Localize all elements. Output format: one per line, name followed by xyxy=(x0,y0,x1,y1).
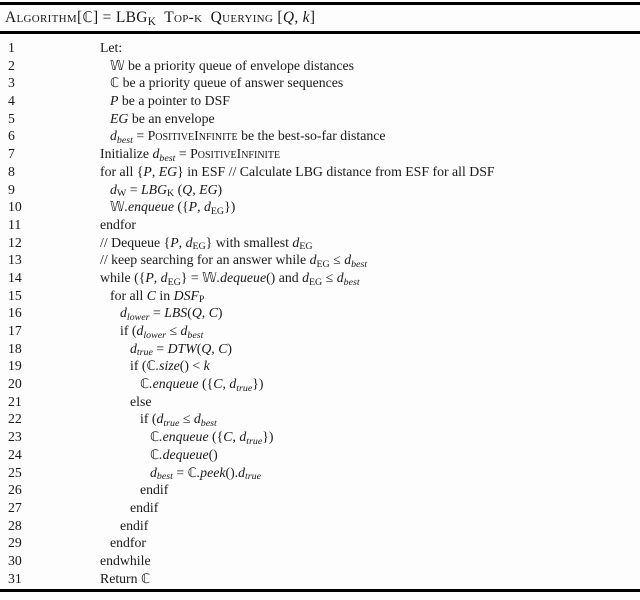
code-line xyxy=(0,110,640,128)
text-run: }) xyxy=(262,429,274,445)
text-run: be an envelope xyxy=(128,110,215,126)
code-text xyxy=(100,322,640,340)
text-run: ℂ xyxy=(150,430,160,446)
code-line xyxy=(0,127,640,145)
text-run: Algorithm xyxy=(5,9,77,26)
text-run: [ xyxy=(76,9,83,26)
text-run: = xyxy=(175,146,191,162)
code-text xyxy=(100,74,640,92)
line-number: 24 xyxy=(8,446,22,462)
line-number: 12 xyxy=(8,234,22,250)
code-line xyxy=(0,216,640,234)
text-run: endfor xyxy=(110,535,147,551)
text-run: ({ xyxy=(173,199,189,215)
code-text xyxy=(100,517,640,535)
text-run: ≤ xyxy=(166,323,181,338)
text-run: P xyxy=(198,294,205,306)
text-run: Let: xyxy=(100,40,123,55)
line-number: 17 xyxy=(8,323,22,338)
text-run: ({ xyxy=(208,429,224,445)
text-run: , xyxy=(153,269,161,285)
text-run: ≤ xyxy=(329,252,345,268)
text-run: Q xyxy=(201,340,212,356)
line-number: 25 xyxy=(8,464,22,480)
code-line xyxy=(0,74,640,92)
code-text xyxy=(100,570,640,588)
line-number: 4 xyxy=(8,93,15,109)
text-run: best xyxy=(156,471,173,483)
text-run: }) xyxy=(252,376,264,392)
text-run: d xyxy=(136,323,144,338)
text-run: C xyxy=(213,376,223,392)
line-number: 20 xyxy=(8,376,22,392)
text-run: EG xyxy=(210,205,225,217)
code-line xyxy=(0,428,640,446)
text-run: k xyxy=(203,358,210,374)
text-run: 𝕎 xyxy=(110,58,125,74)
text-run: Q xyxy=(282,9,295,26)
code-text xyxy=(100,446,640,464)
text-run: () < xyxy=(179,358,204,374)
text-run: else xyxy=(130,393,152,409)
text-run: ℂ xyxy=(82,9,93,26)
code-line xyxy=(0,198,640,216)
algorithm-title xyxy=(0,5,640,31)
text-run: .dequeue xyxy=(216,269,267,285)
code-line xyxy=(0,39,640,57)
text-run: true xyxy=(245,471,261,483)
code-line xyxy=(0,340,640,358)
line-number: 3 xyxy=(8,75,15,91)
line-number: 6 xyxy=(8,128,15,144)
line-number: 15 xyxy=(8,287,22,303)
text-run: for all { xyxy=(100,163,144,179)
text-run: EG xyxy=(110,110,129,126)
code-text xyxy=(100,181,640,199)
line-number: 22 xyxy=(8,411,22,427)
text-run: .enqueue xyxy=(149,376,199,392)
text-run: ( xyxy=(187,305,192,321)
code-line xyxy=(0,181,640,199)
text-run: , xyxy=(151,163,159,179)
text-run: in xyxy=(155,287,174,303)
text-run: be a priority queue of envelope distances xyxy=(124,57,355,73)
text-run: P xyxy=(145,269,154,285)
text-run: Q xyxy=(191,305,202,321)
text-run: ≤ xyxy=(322,269,337,285)
text-run: Top-k Querying xyxy=(156,9,278,26)
text-run: d xyxy=(309,252,317,268)
code-text xyxy=(100,552,640,570)
text-run: true xyxy=(246,435,263,447)
text-run: , xyxy=(232,429,240,445)
text-run: d xyxy=(302,269,309,285)
code-line xyxy=(0,92,640,110)
line-number: 7 xyxy=(8,146,15,162)
text-run: d xyxy=(203,199,211,215)
text-run: best xyxy=(187,329,204,341)
text-run: DTW xyxy=(167,340,197,356)
line-number: 30 xyxy=(8,552,22,568)
text-run: endif xyxy=(130,499,159,515)
text-run: d xyxy=(239,429,247,445)
code-text xyxy=(100,304,640,322)
text-run: d xyxy=(292,234,300,250)
text-run: true xyxy=(163,418,180,430)
code-text xyxy=(100,393,640,411)
line-number: 19 xyxy=(8,358,22,374)
text-run: 𝕎 xyxy=(110,200,125,216)
text-run: ≤ xyxy=(179,411,194,427)
text-run: EG xyxy=(309,276,323,288)
text-run: ( xyxy=(174,181,183,197)
text-run: if ( xyxy=(120,323,137,338)
text-run: for all xyxy=(110,287,147,303)
text-run: .enqueue xyxy=(159,429,209,445)
line-number: 23 xyxy=(8,429,22,445)
code-text xyxy=(100,375,640,393)
line-number: 1 xyxy=(8,40,15,55)
text-run: d xyxy=(130,340,137,356)
text-run: = xyxy=(152,340,168,356)
code-text xyxy=(100,145,640,163)
text-run: d xyxy=(156,411,164,427)
text-run: true xyxy=(236,382,253,394)
code-text xyxy=(100,464,640,482)
text-run: EG xyxy=(192,241,206,253)
code-line xyxy=(0,357,640,375)
text-run: endwhile xyxy=(100,552,151,568)
text-run: ℂ xyxy=(150,447,160,463)
text-run: ( xyxy=(196,340,202,356)
line-number: 5 xyxy=(8,110,15,126)
code-line xyxy=(0,375,640,393)
text-run: d xyxy=(180,323,188,338)
code-line xyxy=(0,269,640,287)
text-run: K xyxy=(147,16,157,29)
text-run: ) xyxy=(217,181,223,197)
text-run: C xyxy=(208,305,218,321)
code-text xyxy=(100,287,640,305)
code-line xyxy=(0,517,640,535)
text-run: } in ESF // Calculate LBG distance from ESF for all DSF xyxy=(177,163,495,179)
text-run: d xyxy=(110,181,117,197)
text-run: } with smallest xyxy=(205,234,293,250)
text-run: be a pointer to DSF xyxy=(118,93,230,109)
text-run: best xyxy=(351,259,368,271)
code-lines xyxy=(0,34,640,587)
text-run: be a priority queue of answer sequences xyxy=(119,75,344,91)
line-number: 29 xyxy=(8,535,22,551)
line-number: 14 xyxy=(8,269,22,285)
text-run: if ( xyxy=(140,411,157,427)
code-text xyxy=(100,251,640,269)
code-text xyxy=(100,216,640,234)
text-run: ] = LBG xyxy=(93,9,148,26)
text-run: d xyxy=(110,128,117,144)
text-run: d xyxy=(229,376,237,392)
text-run: .enqueue xyxy=(124,199,174,215)
text-run: ℂ xyxy=(141,571,151,587)
text-run: }) xyxy=(224,199,236,215)
text-run: .size xyxy=(155,358,180,374)
text-run: ] xyxy=(309,9,316,26)
code-line xyxy=(0,304,640,322)
text-run: endif xyxy=(120,517,149,533)
code-line xyxy=(0,410,640,428)
code-line xyxy=(0,287,640,305)
line-number: 2 xyxy=(8,57,15,73)
text-run: [ xyxy=(277,9,283,26)
code-line xyxy=(0,57,640,75)
text-run: EG xyxy=(167,276,181,288)
line-number: 27 xyxy=(8,499,22,515)
text-run: d xyxy=(150,464,157,480)
text-run: C xyxy=(218,340,228,356)
text-run: 𝕎 xyxy=(202,270,217,286)
line-number: 18 xyxy=(8,340,22,356)
code-line xyxy=(0,570,640,588)
text-run: EG xyxy=(316,259,330,271)
text-run: true xyxy=(136,347,153,359)
text-run: P xyxy=(110,93,119,109)
code-text xyxy=(100,110,640,128)
text-run: d xyxy=(193,411,201,427)
text-run: be the best-so-far distance xyxy=(237,128,386,144)
text-run: (). xyxy=(225,464,239,480)
code-text xyxy=(100,269,640,287)
code-line xyxy=(0,446,640,464)
code-text xyxy=(100,39,640,57)
text-run: endfor xyxy=(100,216,137,232)
code-text xyxy=(100,198,640,216)
text-run: endif xyxy=(140,482,169,498)
text-run: // keep searching for an answer while xyxy=(100,252,310,268)
text-run: ℂ xyxy=(110,76,120,92)
text-run: P xyxy=(143,163,152,179)
text-run: d xyxy=(120,305,127,321)
code-line xyxy=(0,499,640,517)
text-run: k xyxy=(302,9,310,26)
text-run: = xyxy=(172,464,188,480)
text-run: Initialize xyxy=(100,146,153,162)
text-run: d xyxy=(160,269,168,285)
text-run: K xyxy=(167,188,175,200)
line-number: 28 xyxy=(8,517,22,533)
code-line xyxy=(0,464,640,482)
text-run: C xyxy=(146,287,156,303)
code-line xyxy=(0,552,640,570)
code-text xyxy=(100,534,640,552)
text-run: , xyxy=(211,340,219,356)
text-run: = xyxy=(149,305,165,321)
line-number: 21 xyxy=(8,393,22,409)
code-line xyxy=(0,234,640,252)
line-number: 11 xyxy=(8,216,22,232)
code-text xyxy=(100,163,640,181)
code-text xyxy=(100,340,640,358)
bottom-rule xyxy=(0,589,640,592)
text-run: ({ xyxy=(198,376,214,392)
text-run: , xyxy=(294,9,303,26)
text-run: , xyxy=(201,305,209,321)
line-number: 16 xyxy=(8,305,22,321)
text-run: d xyxy=(336,269,344,285)
text-run: PositiveInfinite xyxy=(190,146,281,162)
code-line xyxy=(0,322,640,340)
text-run: () and xyxy=(266,269,303,285)
code-text xyxy=(100,92,640,110)
line-number: 8 xyxy=(8,163,15,179)
code-text xyxy=(100,410,640,428)
text-run: } = xyxy=(180,269,203,285)
line-number: 26 xyxy=(8,482,22,498)
code-line xyxy=(0,163,640,181)
text-run: () xyxy=(208,446,218,462)
text-run: P xyxy=(170,234,179,250)
text-run: LBG xyxy=(140,181,168,197)
line-number: 10 xyxy=(8,199,22,215)
text-run: ℂ xyxy=(146,359,156,375)
line-number: 9 xyxy=(8,181,15,197)
code-text xyxy=(100,428,640,446)
code-line xyxy=(0,145,640,163)
text-run: EG xyxy=(299,241,313,253)
text-run: .peek xyxy=(196,464,226,480)
text-run: d xyxy=(185,234,193,250)
line-number: 13 xyxy=(8,252,22,268)
text-run: PositiveInfinite xyxy=(147,128,238,144)
text-run: .dequeue xyxy=(159,446,209,462)
line-number: 31 xyxy=(8,570,22,586)
code-line xyxy=(0,251,640,269)
text-run: Q xyxy=(182,181,193,197)
text-run: lower xyxy=(143,329,166,341)
text-run: ℂ xyxy=(140,377,150,393)
text-run: LBS xyxy=(164,305,188,321)
text-run: EG xyxy=(199,181,218,197)
text-run: P xyxy=(188,199,198,215)
text-run: EG xyxy=(158,163,178,179)
code-line xyxy=(0,534,640,552)
text-run: = xyxy=(132,128,148,144)
code-text xyxy=(100,357,640,375)
text-run: // Dequeue { xyxy=(100,234,171,250)
text-run: ) xyxy=(227,340,233,356)
text-run: lower xyxy=(126,312,150,324)
code-text xyxy=(100,127,640,145)
text-run: best xyxy=(200,418,217,430)
text-run: , xyxy=(192,181,200,197)
text-run: best xyxy=(343,276,360,288)
text-run: ) xyxy=(217,305,223,321)
text-run: d xyxy=(238,464,246,480)
code-line xyxy=(0,481,640,499)
text-run: while ({ xyxy=(100,269,146,285)
text-run: W xyxy=(116,188,127,200)
code-text xyxy=(100,499,640,517)
text-run: = xyxy=(126,181,141,197)
code-text xyxy=(100,234,640,252)
code-text xyxy=(100,481,640,499)
text-run: d xyxy=(152,146,160,162)
code-text xyxy=(100,57,640,75)
text-run: if ( xyxy=(130,358,147,374)
text-run: ℂ xyxy=(187,465,197,481)
text-run: DSF xyxy=(173,287,199,303)
text-run: Return xyxy=(100,570,141,586)
text-run: , xyxy=(197,199,204,215)
text-run: d xyxy=(344,252,352,268)
text-run: C xyxy=(223,429,233,445)
text-run: best xyxy=(116,135,133,147)
text-run: best xyxy=(159,152,176,164)
text-run: , xyxy=(222,376,230,392)
code-line xyxy=(0,393,640,411)
text-run: , xyxy=(178,234,186,250)
